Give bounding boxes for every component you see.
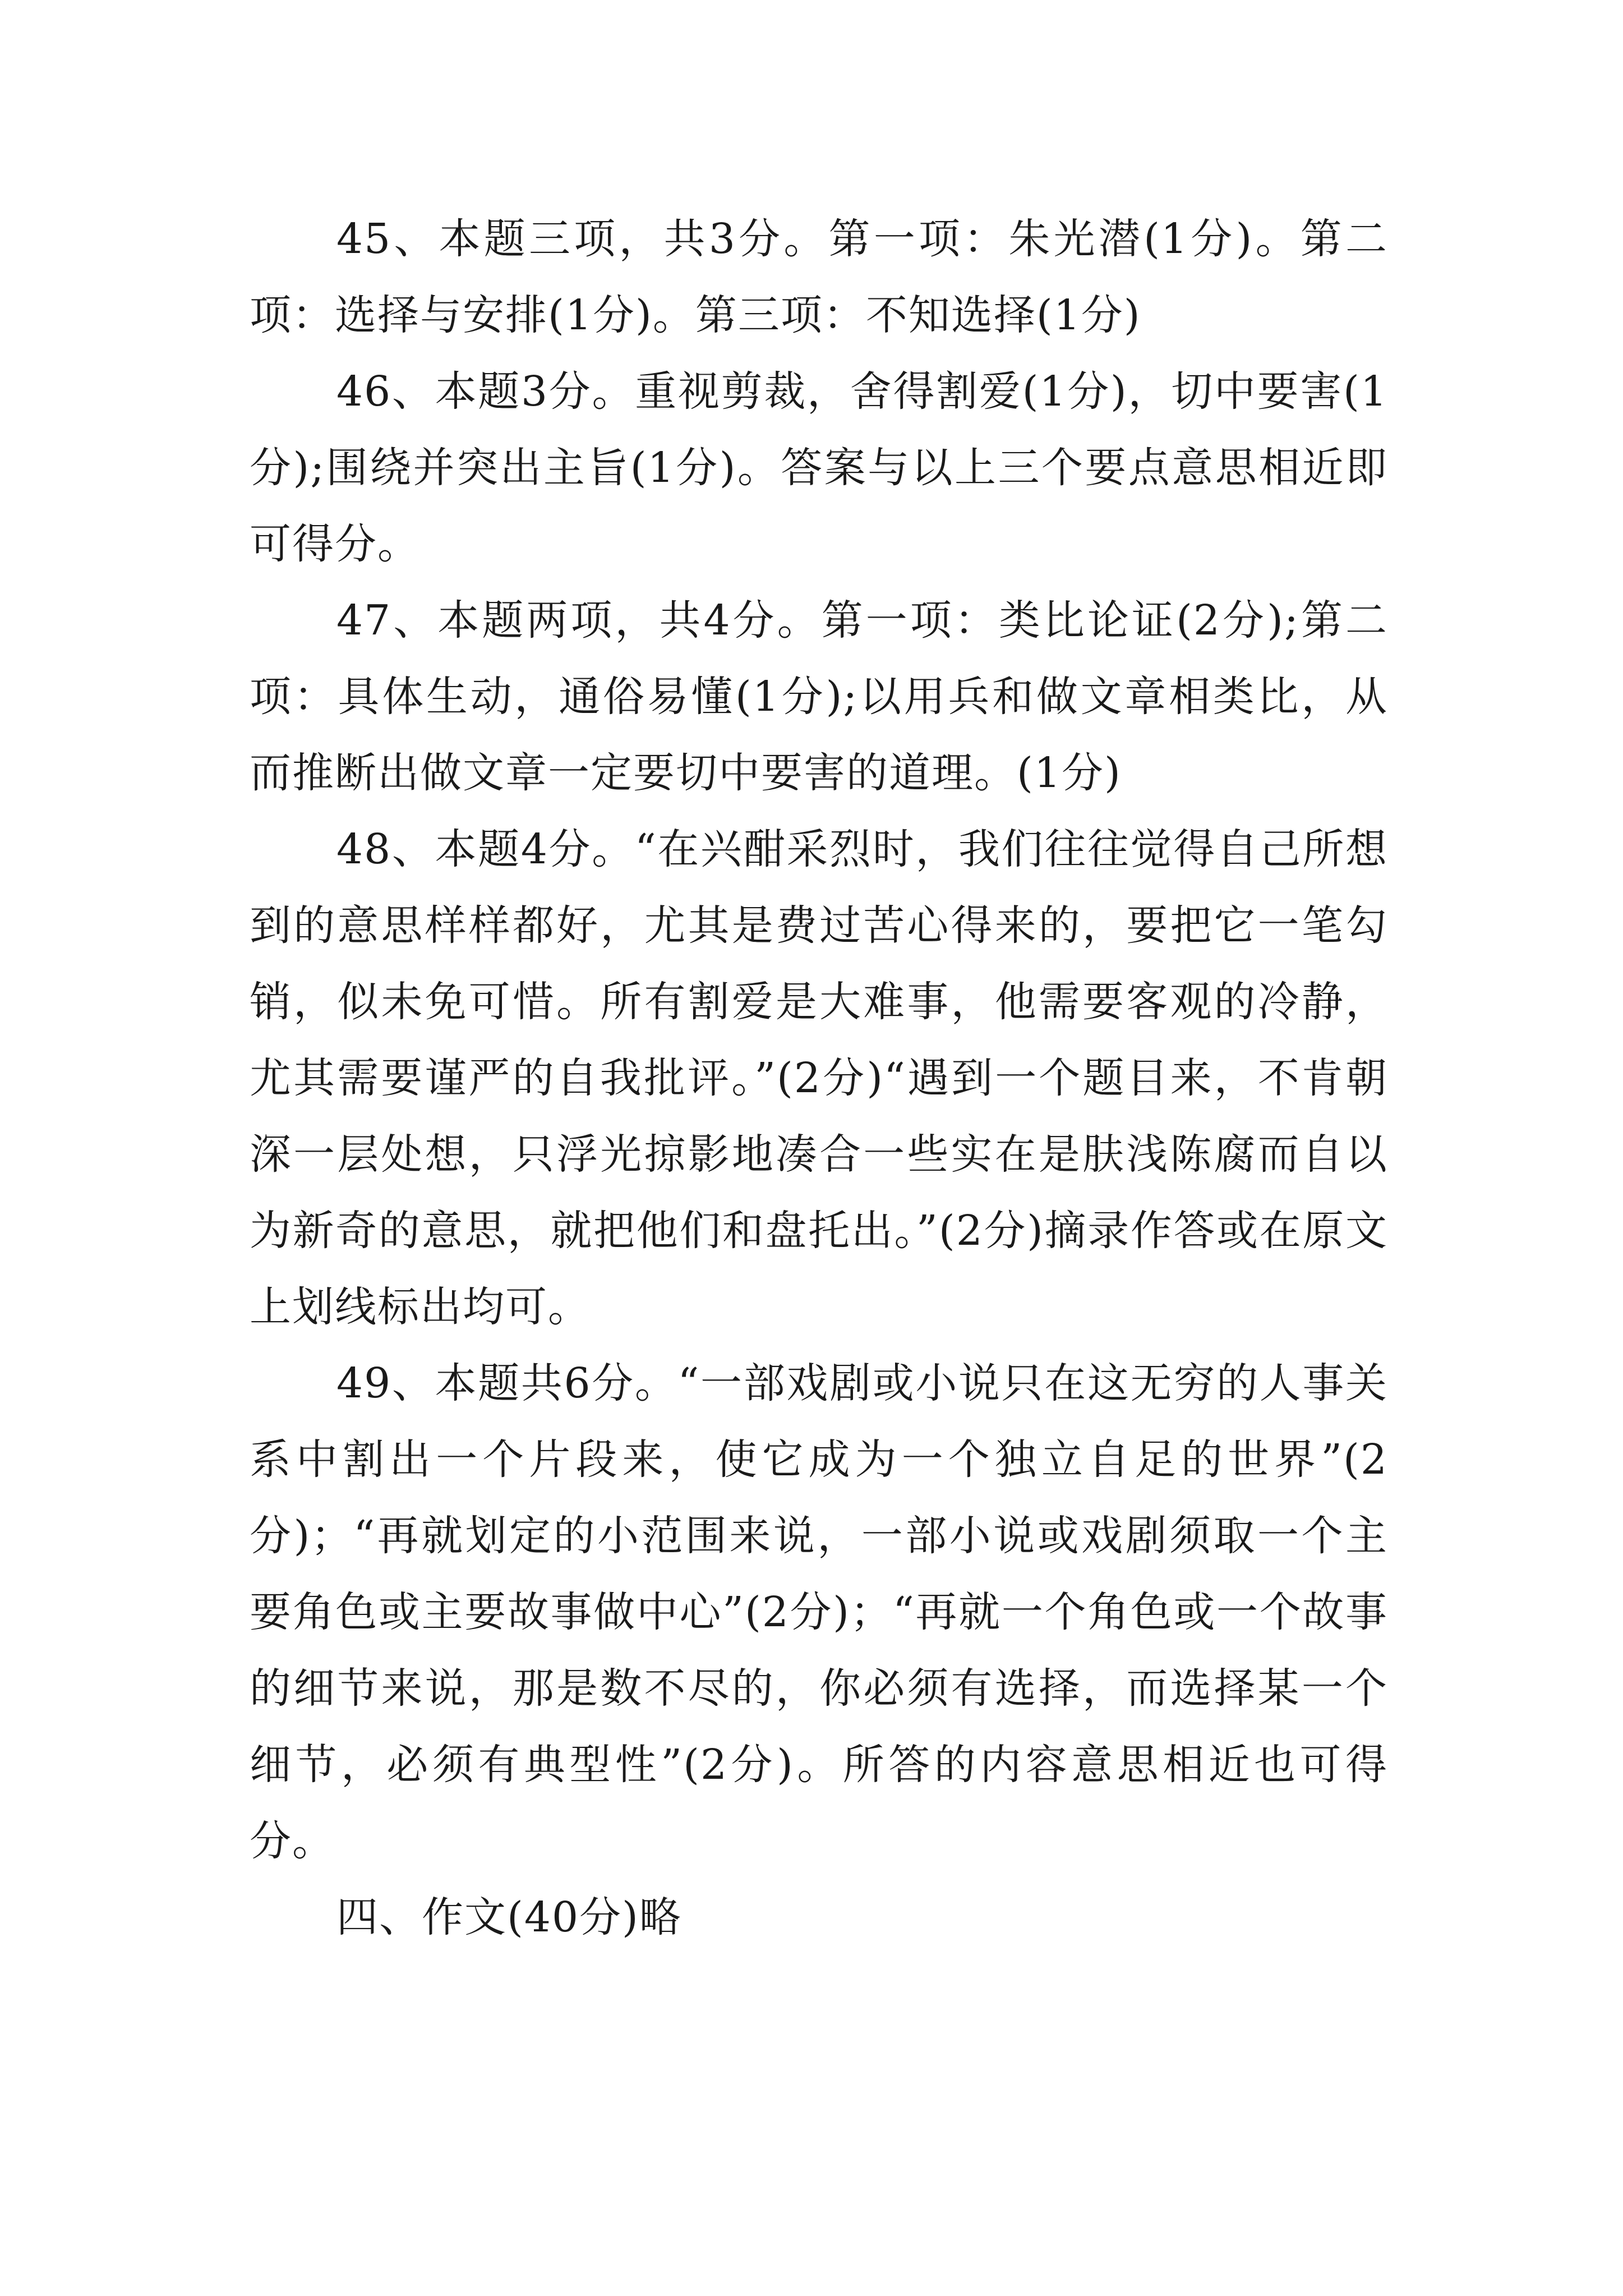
answer-46: 46、本题3分。重视剪裁，舍得割爱(1分)，切中要害(1分);围绕并突出主旨(1分)。答案与以上三个要点意思相近即可得分。 [250, 367, 1388, 568]
answer-45: 45、本题三项，共3分。第一项：朱光潜(1分)。第二项：选择与安排(1分)。第三项：不知选择(1分) [250, 215, 1388, 339]
answer-key-body [250, 201, 1388, 1955]
answer-49: 49、本题共6分。“一部戏剧或小说只在这无穷的人事关系中割出一个片段来，使它成为一个独立自足的世界”(2分)；“再就划定的小范围来说，一部小说或戏剧须取一个主要角色或主要故事做中心”(2分)；“再就一个角色或一个故事的细节来说，那是数不尽的，你必须有选择，而选择某一个细节，必须有典型性”(2分)。所答的内容意思相近也可得分。 [250, 1359, 1388, 1865]
answer-48: 48、本题4分。“在兴酣采烈时，我们往往觉得自己所想到的意思样样都好，尤其是费过苦心得来的，要把它一笔勾销，似未免可惜。所有割爱是大难事，他需要客观的冷静，尤其需要谨严的自我批评。”(2分)“遇到一个题目来，不肯朝深一层处想，只浮光掠影地凑合一些实在是肤浅陈腐而自以为新奇的意思，就把他们和盘托出。”(2分)摘录作答或在原文上划线标出均可。 [250, 825, 1388, 1331]
answer-47: 47、本题两项，共4分。第一项：类比论证(2分);第二项：具体生动，通俗易懂(1分);以用兵和做文章相类比，从而推断出做文章一定要切中要害的道理。(1分) [250, 596, 1388, 797]
essay-section: 四、作文(40分)略 [336, 1893, 682, 1941]
